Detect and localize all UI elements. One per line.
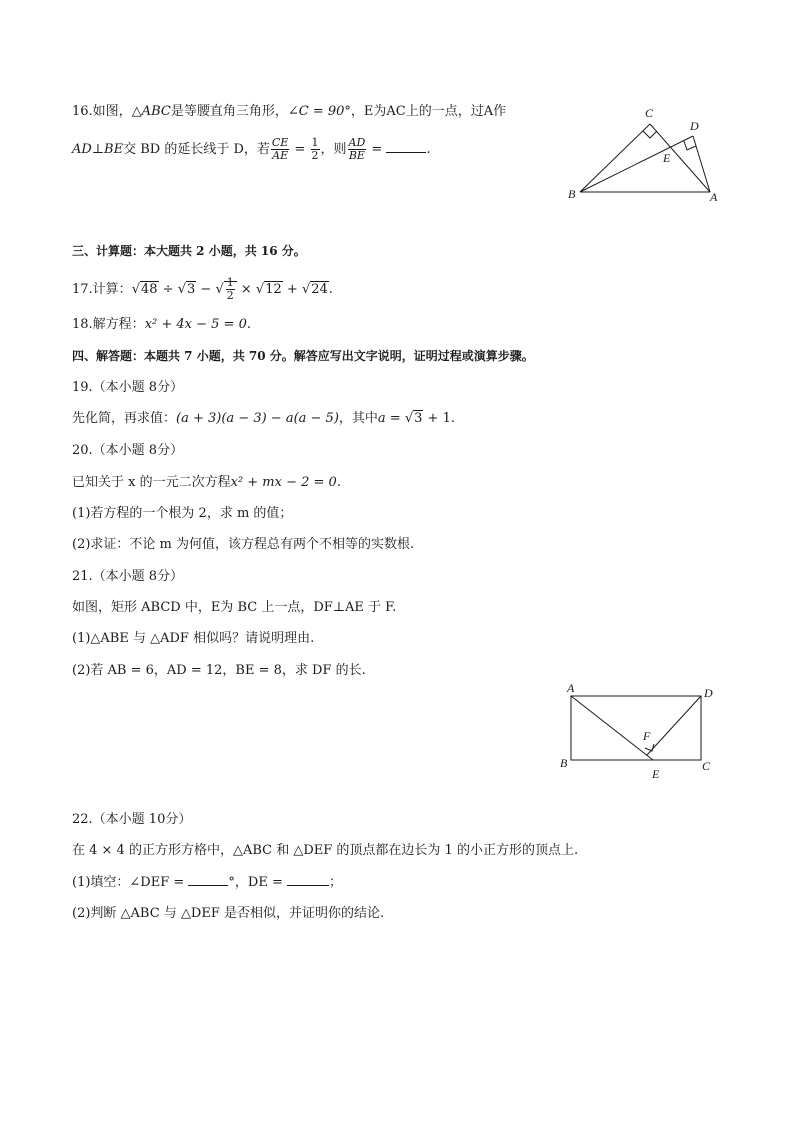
- q16-perp: AD⊥BE: [72, 142, 124, 157]
- q20-line: 已知关于 x 的一元二次方程x² + mx − 2 = 0.: [72, 475, 341, 490]
- q21-label-b: B: [560, 756, 568, 770]
- q16-text: 交 BD 的延长线于 D，若: [123, 142, 270, 157]
- q22-de-blank[interactable]: [287, 873, 329, 886]
- q16-fraction-half: $\frac{1}{2}$: [311, 136, 319, 162]
- q16-line2: AD⊥BE交 BD 的延长线于 D，若 $\frac{CE}{AE}$ = $\frac{1}{2}$ ，则 $\frac{AD}{BE}$ = .: [72, 136, 431, 162]
- q16-answer-blank[interactable]: [386, 140, 426, 153]
- q16-text: 16.如图，: [72, 104, 132, 119]
- q18-prefix: 18.解方程：: [72, 317, 145, 332]
- q16-angle: ∠C = 90°: [287, 104, 351, 119]
- q22-part1: (1)填空：∠DEF = °，DE = ；: [72, 875, 342, 890]
- q20-part2: (2)求证：不论 m 为何值，该方程总有两个不相等的实数根.: [72, 537, 415, 552]
- q20-heading: 20.（本小题 8分）: [72, 443, 184, 458]
- q21-label-d: D: [704, 686, 713, 700]
- q16-label-c: C: [645, 106, 654, 120]
- q18-equation: x² + 4x − 5 = 0.: [144, 317, 251, 332]
- q19-line: 先化简，再求值：(a + 3)(a − 3) − a(a − 5)，其中a = √3 + 1.: [72, 411, 455, 426]
- section-3-heading: 三、计算题：本大题共 2 小题，共 16 分。: [72, 244, 306, 258]
- q21-part2: (2)若 AB = 6，AD = 12，BE = 8，求 DF 的长.: [72, 663, 366, 678]
- q22-angle-blank[interactable]: [188, 873, 228, 886]
- q16-label-b: B: [568, 187, 576, 201]
- q21-label-a: A: [567, 681, 575, 695]
- q22-part2: (2)判断 △ABC 与 △DEF 是否相似，并证明你的结论.: [72, 906, 385, 921]
- q17-fraction-half: $\frac{1}{2}$: [226, 276, 234, 302]
- q16-label-e: E: [663, 151, 671, 165]
- q21-label-f: F: [643, 729, 651, 743]
- q16-triangle-figure: [560, 100, 730, 210]
- q19-heading: 19.（本小题 8分）: [72, 380, 184, 395]
- section-4-heading: 四、解答题：本题共 7 小题，共 70 分。解答应写出文字说明，证明过程或演算步骤。: [72, 349, 534, 363]
- q16-fraction-ad-be: $\frac{AD}{BE}$: [348, 136, 366, 162]
- q21-part1: (1)△ABE 与 △ADF 相似吗？请说明理由.: [72, 631, 315, 646]
- q16-text: ，E为AC上的一点，过A作: [350, 104, 507, 119]
- q21-label-c: C: [702, 759, 711, 773]
- q19-expression: (a + 3)(a − 3) − a(a − 5): [176, 411, 339, 426]
- q16-triangle: △ABC: [131, 104, 171, 119]
- q21-line: 如图，矩形 ABCD 中，E为 BC 上一点，DF⊥AE 于 F.: [72, 600, 397, 615]
- q21-label-e: E: [652, 767, 660, 781]
- q16-line1: [72, 102, 506, 122]
- q17-prefix: 17.计算：: [72, 282, 132, 297]
- q20-equation: x² + mx − 2 = 0.: [230, 475, 341, 490]
- q16-text: 是等腰直角三角形，: [170, 104, 288, 119]
- q17-line: 17.计算：√48 ÷ √3 − √ $\frac{1}{2}$ × √12 + √24.: [72, 276, 333, 302]
- q16-fraction-ce-ae: $\frac{CE}{AE}$: [271, 136, 289, 162]
- q16-text: ，则: [320, 142, 347, 157]
- q16-label-d: D: [690, 119, 699, 133]
- q22-line: 在 4 × 4 的正方形方格中，△ABC 和 △DEF 的顶点都在边长为 1 的小正方形的顶点上.: [72, 843, 579, 858]
- q21-rectangle-figure: [555, 680, 730, 785]
- q21-heading: 21.（本小题 8分）: [72, 569, 184, 584]
- q22-heading: 22.（本小题 10分）: [72, 812, 192, 827]
- q18-line: [72, 315, 251, 335]
- q20-part1: (1)若方程的一个根为 2，求 m 的值；: [72, 506, 293, 521]
- q16-label-a: A: [710, 190, 718, 204]
